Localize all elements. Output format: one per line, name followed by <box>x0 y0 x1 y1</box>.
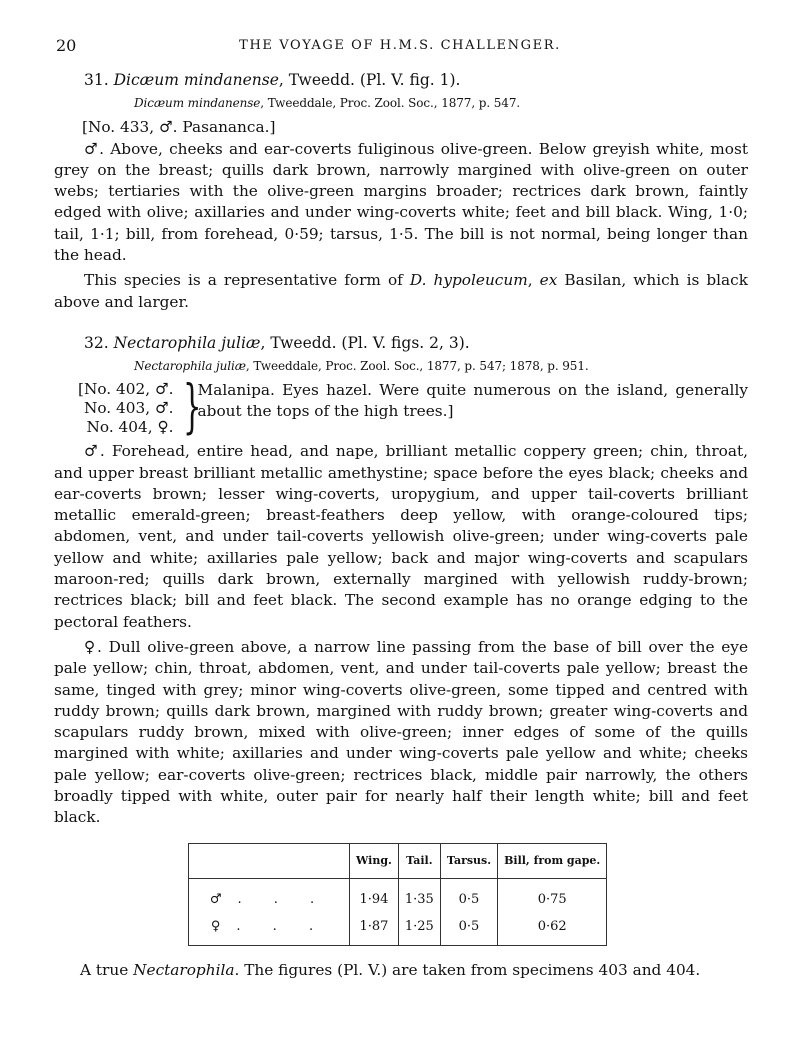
running-title: THE VOYAGE OF H.M.S. CHALLENGER. <box>239 38 561 53</box>
species-32-specimens <box>78 372 748 441</box>
closing-note <box>54 960 748 981</box>
species-32-name: Nectarophila juliæ <box>113 333 261 352</box>
table-header-tarsus: Tarsus. <box>440 843 497 878</box>
wing-value: 1·94 <box>350 878 399 913</box>
measurements-table <box>188 843 607 947</box>
species-32-authority: , Tweedd. (Pl. V. figs. 2, 3). <box>260 333 470 352</box>
sex-symbol: ♂ <box>209 891 222 907</box>
closing-pre: A true <box>80 961 134 980</box>
table-row <box>189 878 607 913</box>
specimen-number: [No. 402, ♂. <box>78 380 174 399</box>
page-number: 20 <box>56 36 77 55</box>
species-31-note-ex: ex <box>539 271 558 290</box>
tarsus-value: 0·5 <box>440 913 497 946</box>
table-row <box>189 913 607 946</box>
species-32-female-description: ♀. Dull olive-green above, a narrow line passing from the base of bill over the eye pale yellow; chin, throat, abdomen, vent, and under tail-coverts pale yellow; breast the same, tinged with grey; minor wing-coverts olive-green, some tipped and centred with ruddy brown; quills dark brown, margined with ruddy brown; greater wing-coverts and scapulars ruddy brown, mixed with olive-green; inner edges of some of the quills margined with white; axillaries and under wing-coverts pale yellow and white; cheeks pale yellow; ear-coverts olive-green; rectrices black, middle pair narrowly, the others broadly tipped with white, outer pair for nearly half their length white; bill and feet black. <box>54 637 748 827</box>
table-header-bill: Bill, from gape. <box>498 843 607 878</box>
species-31-heading <box>54 70 748 91</box>
tail-value: 1·25 <box>398 913 440 946</box>
species-31-authority: , Tweedd. (Pl. V. fig. 1). <box>278 71 461 89</box>
species-31-number: 31. <box>84 71 109 89</box>
table-header-tail: Tail. <box>398 843 440 878</box>
species-31-synonym-name: Dicæum mindanense <box>134 96 261 111</box>
species-31-specimen: [No. 433, ♂. Pasananca.] <box>82 118 276 137</box>
specimen-numbers <box>78 380 180 437</box>
table-header-blank <box>189 843 350 878</box>
closing-genus: Nectarophila <box>133 961 235 980</box>
sex-symbol: ♀ <box>210 918 221 934</box>
species-31-description: ♂. Above, cheeks and ear-coverts fuliginous olive-green. Below greyish white, most grey on the breast; quills dark brown, narrowly margined with olive-green on outer webs; tertiaries with the olive-green margins broader; rectrices dark brown, faintly edged with olive; axillaries and under wing-coverts white; feet and bill black. Wing, 1·0; tail, 1·1; bill, from forehead, 0·59; tarsus, 1·5. The bill is not normal, being longer than the head. <box>54 139 748 265</box>
row-label <box>189 878 350 913</box>
leader-dots: . . . <box>236 918 328 934</box>
specimen-note: Malanipa. Eyes hazel. Were quite numerous on the island, generally about the tops of the high trees.] <box>197 381 748 421</box>
species-32-synonym-name: Nectarophila juliæ <box>134 359 246 374</box>
closing-post: . The figures (Pl. V.) are taken from specimens 403 and 404. <box>234 961 701 980</box>
wing-value: 1·87 <box>350 913 399 946</box>
species-31-note-species: D. hypoleucum <box>409 271 528 290</box>
species-32-heading <box>54 333 748 354</box>
specimen-number: No. 403, ♂. <box>83 399 174 418</box>
bill-value: 0·75 <box>498 878 607 913</box>
curly-brace: } <box>182 372 201 441</box>
species-31-note-mid: , <box>527 271 540 290</box>
table-header-row <box>189 843 607 878</box>
leader-dots: . . . <box>237 891 329 907</box>
species-32-number: 32. <box>84 333 109 352</box>
table-header-wing: Wing. <box>350 843 399 878</box>
species-31-synonymy <box>54 95 748 111</box>
species-32-synonymy <box>54 358 748 374</box>
species-32-synonym-ref: , Tweeddale, Proc. Zool. Soc., 1877, p. 547; 1878, p. 951. <box>245 359 589 374</box>
page-content <box>54 64 748 982</box>
tarsus-value: 0·5 <box>440 878 497 913</box>
species-32-male-description: ♂. Forehead, entire head, and nape, brilliant metallic coppery green; chin, throat, and upper breast brilliant metallic amethystine; space before the eyes black; cheeks and ear-coverts brown; lesser wing-coverts, uropygium, and upper tail-coverts brilliant metallic emerald-green; breast-feathers deep yellow, with orange-coloured tips; abdomen, vent, and under tail-coverts yellowish olive-green; under wing-coverts pale yellow and white; axillaries pale yellow; back and major wing-coverts and scapulars maroon-red; quills dark brown, externally margined with yellowish ruddy-brown; rectrices black; bill and feet black. The second example has no orange edging to the pectoral feathers. <box>54 442 748 631</box>
species-31-synonym-ref: , Tweeddale, Proc. Zool. Soc., 1877, p. 547. <box>260 96 521 111</box>
species-31-note <box>54 270 748 313</box>
bill-value: 0·62 <box>498 913 607 946</box>
species-31-note-pre: This species is a representative form of <box>84 271 410 290</box>
species-31-name: Dicæum mindanense <box>113 71 279 89</box>
tail-value: 1·35 <box>398 878 440 913</box>
species-31-note-post: Basilan, which is black above and larger. <box>54 271 749 311</box>
specimen-number: No. 404, ♀. <box>86 418 174 437</box>
row-label <box>189 913 350 946</box>
